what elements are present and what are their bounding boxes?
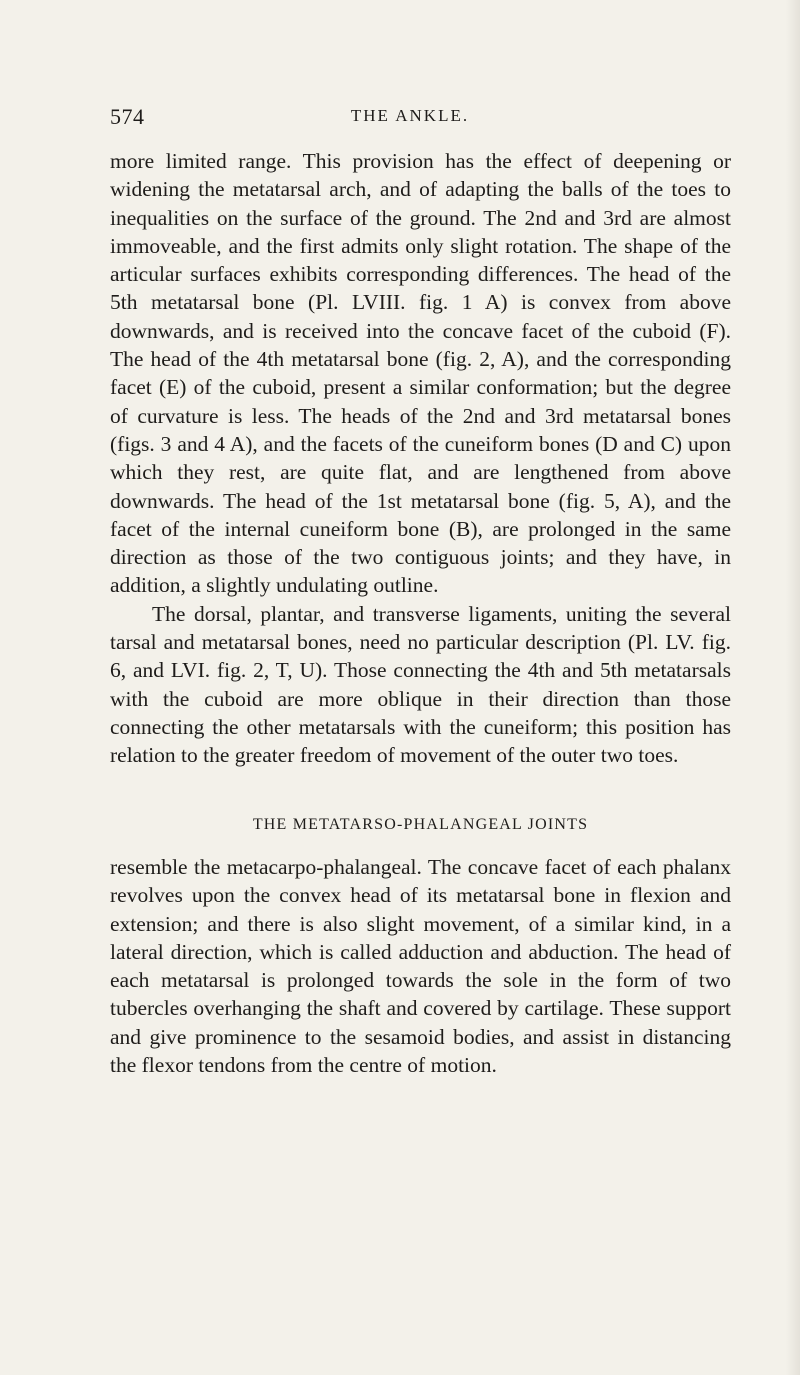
body-text-bottom	[110, 853, 731, 1079]
page-edge-shadow	[786, 0, 800, 1375]
paragraph-continued: more limited range. This provision has the effect of deepening or widening the metatarsal arch, and of adapting the balls of the toes to inequalities on the surface of the ground. The 2nd and 3rd are almost immoveable, and the first admits only slight rotation. The shape of the articular surfaces exhibits corresponding differences. The head of the 5th metatarsal bone (Pl. LVIII. fig. 1 A) is convex from above downwards, and is received into the concave facet of the cuboid (F). The head of the 4th metatarsal bone (fig. 2, A), and the corresponding facet (E) of the cuboid, present a similar conformation; but the degree of curvature is less. The heads of the 2nd and 3rd metatarsal bones (figs. 3 and 4 A), and the facets of the cuneiform bones (D and C) upon which they rest, are quite flat, and are lengthened from above downwards. The head of the 1st metatarsal bone (fig. 5, A), and the facet of the internal cuneiform bone (B), are prolonged in the same direction as those of the two contiguous joints; and they have, in addition, a slightly undulating outline.	[110, 149, 731, 598]
paragraph-metatarso-phalangeal: resemble the metacarpo-phalangeal. The concave facet of each phalanx revolves upon the convex head of its metatarsal bone in flexion and extension; and there is also slight movement, of a similar kind, in a lateral direction, which is called adduction and abduction. The head of each metatarsal is prolonged towards the sole in the form of two tubercles overhanging the shaft and covered by cartilage. These support and give prominence to the sesamoid bodies, and assist in distancing the flexor tendons from the centre of motion.	[110, 855, 731, 1078]
page-number: 574	[110, 104, 145, 129]
running-head	[110, 104, 730, 134]
paragraph-ligaments: The dorsal, plantar, and transverse ligaments, uniting the several tarsal and metatarsal bones, need no particular description (Pl. LV. fig. 6, and LVI. fig. 2, T, U). Those connecting the 4th and 5th metatarsals with the cuboid are more oblique in their direction than those connecting the other metatarsals with the cuneiform; this position has relation to the greater freedom of movement of the outer two toes.	[110, 601, 731, 768]
body-text-top	[110, 147, 731, 770]
running-title: THE ANKLE.	[350, 106, 470, 125]
section-heading: THE METATARSO-PHALANGEAL JOINTS	[252, 816, 589, 833]
